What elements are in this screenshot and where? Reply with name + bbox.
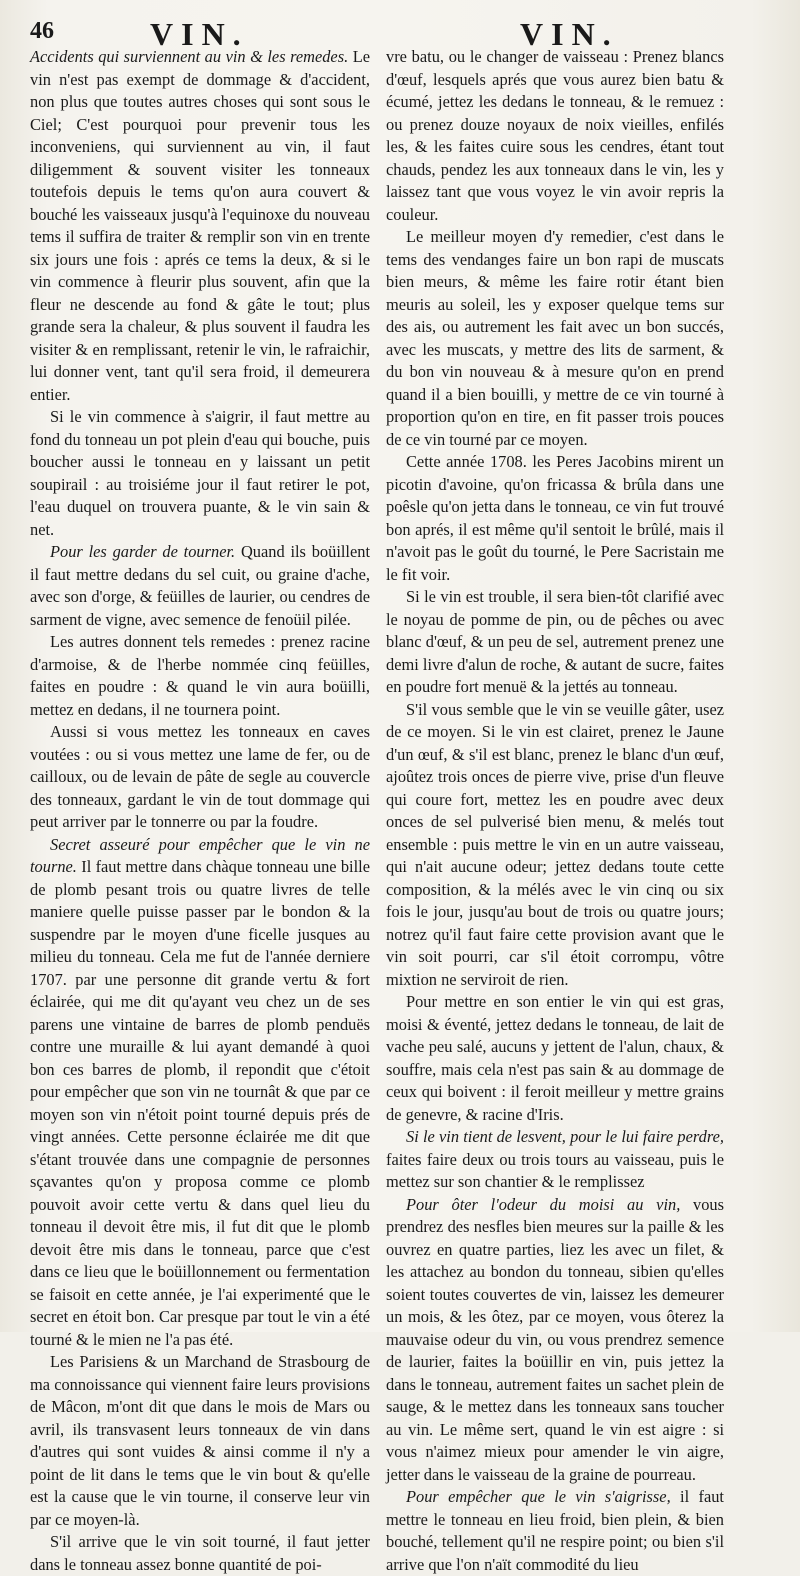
right-running-head: VIN. <box>520 16 619 52</box>
paragraph-text: faites faire deux ou trois tours au vaisseau, puis le mettez sur son chantier & le remplissez <box>386 1149 724 1191</box>
paragraph-heading: Pour ôter l'odeur du moisi au vin, <box>406 1194 681 1214</box>
paragraph-text: Aussi si vous mettez les tonneaux en caves voutées : ou si vous mettez une lame de fer, ou de cailloux, ou de levain de pâte de segle au couvercle des tonneaux, gardant le vin de tout dommage qui peut arriver par le tonnerre ou par la foudre. <box>30 722 370 831</box>
paragraph <box>386 451 724 586</box>
paragraph <box>386 991 724 1126</box>
left-running-head: VIN. <box>150 16 249 52</box>
paragraph-text: vous prendrez des nesfles bien meures sur la paille & les ouvrez en quatre parties, liez les avec un filet, & les attachez au bondon du tonneau, sibien qu'elles soient toutes couvertes de vin, laissez les demeurer un mois, & les ôtez, par ce moyen, vous ôterez la mauvaise odeur du vin, ou vous prendrez semence de laurier, faites la boüillir en vin, puis jettez la dans le tonneau, autrement faites un sachet plein de sauge, & le mettez dans les tonneaux sans toucher au vin. Le même sert, quand le vin est aigre : si vous n'aimez mieux pour amender le vin aigre, jetter dans le vaisseau de la graine de pourreau. <box>386 1194 724 1484</box>
paragraph <box>30 1351 370 1531</box>
paragraph-heading: Secret asseuré pour empêcher que le vin ne tourne. <box>30 834 370 876</box>
paragraph <box>386 226 724 451</box>
paragraph <box>386 1194 724 1487</box>
paragraph <box>386 586 724 699</box>
paragraph-text: il faut mettre le tonneau en lieu froid, bien plein, & bien bouché, tellement qu'il ne respire point; ou bien s'il arrive que l'on n'aït commodité du lieu <box>386 1487 724 1574</box>
paragraph-text: Les Parisiens & un Marchand de Strasbourg de ma connoissance qui viennent faire leurs provisions de Mâcon, m'ont dit que dans le mois de Mars ou avril, ils transvasent leurs tonneaux de vin dans d'autres qui sont vuides & ainsi comme il n'y a point de lit dans le tems que le vin bout & qu'elle est la cause que le vin tourne, il conserve leur vin par ce moyen-là. <box>30 1352 370 1529</box>
paragraph-text: Le meilleur moyen d'y remedier, c'est dans le tems des vendanges faire un bon rapi de muscats bien meurs, & même les faire rotir étant bien meuris au soleil, les y exposer quelque tems sur des ais, ou autrement les fait avec un bon succés, avec les muscats, y mettre des lits de sarment, & du bon vin nouveau & à mesure qu'on en prend quand il a bien bouilli, y mettre de ce vin tourné à proportion qu'on en tire, en fit passer trois pouces de ce vin tourné par ce moyen. <box>386 227 724 449</box>
paragraph-heading: Accidents qui surviennent au vin & les remedes. <box>30 47 349 66</box>
paragraph <box>386 1126 724 1194</box>
paragraph-text: Le vin n'est pas exempt de dommage & d'accident, non plus que toutes autres choses qui sont sous le Ciel; C'est pourquoi pour prevenir tous les inconveniens, qui surviennent au vin, il faut diligemment & souvent visiter les tonneaux toutefois depuis le tems qu'on aura couvert & bouché les vaisseaux jusqu'à l'equinoxe du nouveau tems il suffira de traiter & remplir son vin en trente six jours une fois : aprés ce tems la deux, & si le vin commence à fleurir plus souvent, afin que la fleur ne descende au fond & gâte le tout; plus grande sera la chaleur, & plus souvent il faudra les visiter & en remplissant, retenir le vin, le rafraichir, lui donner vent, tant qu'il sera froid, il demeurera entier. <box>30 47 370 404</box>
paragraph-text: Quand ils boüillent il faut mettre dedans du sel cuit, ou graine d'ache, avec son d'orge, & feüilles de laurier, ou cendres de sarment de vigne, avec semence de fenoüil pilée. <box>30 542 371 629</box>
paragraph-text: vre batu, ou le changer de vaisseau : Prenez blancs d'œuf, lesquels aprés que vous aurez bien batu & écumé, jettez les dedans le tonneau, & le remuez : ou prenez douze noyaux de noix vieilles, enfilés les, & les faites cuire sous les cendres, étant tout chauds, pendez les aux tonneaux dans le vin, les y laissez tant que vous voyez le vin avoir repris la couleur. <box>386 47 724 224</box>
paragraph <box>386 699 724 992</box>
paragraph-text: Si le vin est trouble, il sera bien-tôt clarifié avec le noyau de pomme de pin, ou de pêches ou avec blanc d'œuf, & un peu de sel, autrement prenez une demi livre d'alun de roche, & autant de sucre, faites en poudre fort menuë & la jettés au tonneau. <box>386 587 724 696</box>
paragraph-heading: Pour les garder de tourner. <box>50 542 236 561</box>
paragraph-text: Les autres donnent tels remedes : prenez racine d'armoise, & de l'herbe nommée cinq feüilles, faites en poudre : & quand le vin aura boüilli, mettez en dedans, il ne tournera point. <box>30 632 370 719</box>
paragraph-text: Il faut mettre dans chàque tonneau une bille de plomb pesant trois ou quatre livres de telle maniere quelle puisse passer par le bondon & la suspendre par le moyen d'une ficelle jusques au milieu du tonneau. Cela me fut de l'année derniere 1707. par une personne dit grande vertu & fort éclairée, qui me dit qu'ayant veu chez un de ses parens une vintaine de barres de plomb penduës contre une muraille & lui ayant demandé à quoi bon ces barres de plomb, il repondit que c'étoit pour empêcher que son vin ne tournât & que par ce moyen son vin n'étoit point tourné depuis prés de vingt années. Cette personne éclairée me dit que s'étant trouvée dans une compagnie de personnes sçavantes qu'on y proposa comme ce plomb pouvoit avoir cette vertu & dans quel lieu du tonneau il devoit être mis, il fut dit que le plomb devoit être mis dans le tonneau, parce que c'est dans ce lieu que le boüillonnement ou fermentation se faisoit en cette année, je l'ai experimenté que le secret en étoit bon. Car presque par tout le vin a été tourné & le mien ne l'a pas été. <box>30 857 370 1349</box>
paragraph <box>30 631 370 721</box>
paragraph <box>386 46 724 226</box>
paragraph-text: S'il arrive que le vin soit tourné, il faut jetter dans le tonneau assez bonne quantité de poi- <box>30 1532 370 1574</box>
paragraph-heading: Si le vin tient de lesvent, pour le lui faire perdre, <box>406 1127 724 1146</box>
paragraph <box>30 406 370 541</box>
right-text-column <box>386 46 724 1574</box>
paragraph <box>386 1486 724 1576</box>
paragraph <box>30 46 370 406</box>
paragraph-text: Cette année 1708. les Peres Jacobins mirent un picotin d'avoine, qu'on fricassa & brûla dans une poêsle qu'on jetta dans le tonneau, ce vin fut trouvé bon aprés, il est même qu'il sentoit le brûlé, mais il n'avoit pas le goût du tourné, le Pere Sacristain me le fit voir. <box>386 452 724 584</box>
page-number: 46 <box>30 18 54 44</box>
paragraph <box>30 834 370 1352</box>
paragraph <box>30 1531 370 1576</box>
paragraph-text: Si le vin commence à s'aigrir, il faut mettre au fond du tonneau un pot plein d'eau qui bouche, puis boucher aussi le tonneau en y laissant un petit soupirail : au troisiéme jour il faut retirer le pot, l'eau duquel on trouvera puante, & le vin sain & net. <box>30 407 370 539</box>
paragraph-text: S'il vous semble que le vin se veuille gâter, usez de ce moyen. Si le vin est clairet, prenez le Jaune d'un œuf, & s'il est blanc, prenez le blanc d'un œuf, ajoûtez trois onces de pierre vive, prise d'un fleuve qui coure fort, mettez les en poudre avec deux onces de sel pulverisé bien menu, & melés tout ensemble : puis mettre le vin en un autre vaisseau, qui n'ait aucune odeur; jettez dedans toute cette composition, & la mélés avec le vin cinq ou six fois le jour, jusqu'au bout de trois ou quatre jours; notrez qu'il faut faire cette provision avant que le vin soit pourri, car s'il étoit corrompu, vôtre mixtion ne serviroit de rien. <box>386 699 724 989</box>
left-text-column <box>30 46 371 1574</box>
paragraph <box>30 541 370 631</box>
paragraph-text: Pour mettre en son entier le vin qui est gras, moisi & éventé, jettez dedans le tonneau, de lait de vache peu salé, aucuns y jettent de l'alun, chaux, & souffre, mais cela n'est pas sain & au dommage de ceux qui boivent : il feroit meilleur y mettre grains de genevre, & racine d'Iris. <box>386 992 724 1124</box>
paragraph-heading: Pour empêcher que le vin s'aigrisse, <box>406 1487 671 1506</box>
paragraph <box>30 721 370 834</box>
